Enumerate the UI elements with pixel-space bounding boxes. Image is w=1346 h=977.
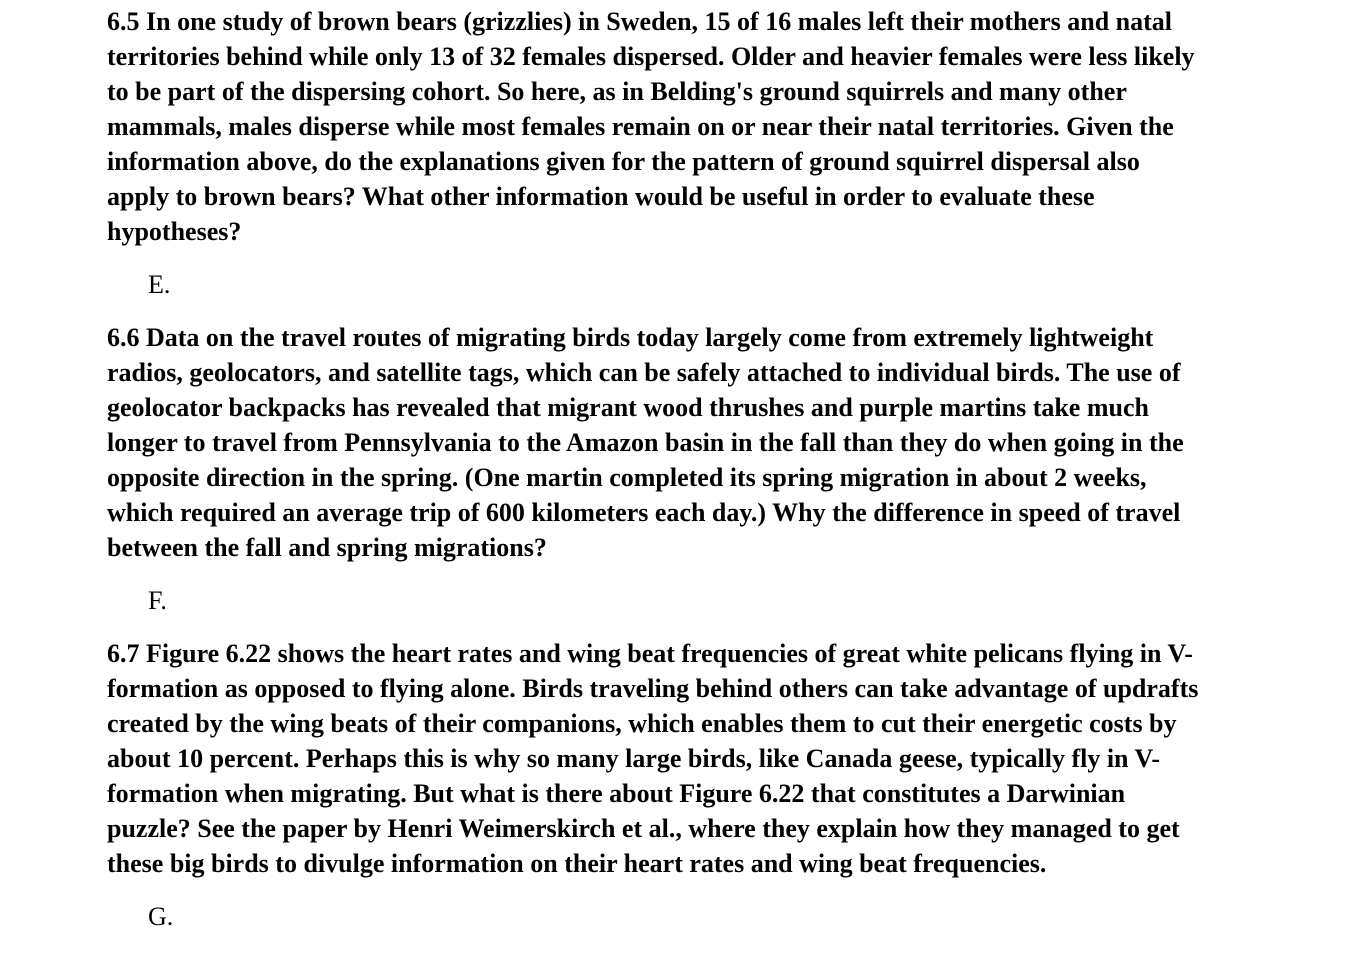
question-6-6: 6.6 Data on the travel routes of migrating birds today largely come from extremely lightweight radios, geolocators, and satellite tags, which can be safely attached to individual birds. The use of geolocator backpacks has revealed that migrant wood thrushes and purple martins take much longer to travel from Pennsylvania to the Amazon basin in the fall than they do when going in the opposite direction in the spring. (One martin completed its spring migration in about 2 weeks, which required an average trip of 600 kilometers each day.) Why the difference in speed of travel between the fall and spring migrations?	[107, 323, 1184, 562]
answer-label-e: E.	[148, 270, 171, 299]
answer-label-f: F.	[148, 586, 167, 615]
question-6-5: 6.5 In one study of brown bears (grizzlies) in Sweden, 15 of 16 males left their mothers and natal territories behind while only 13 of 32 females dispersed. Older and heavier females were less likely to be part of the dispersing cohort. So here, as in Belding's ground squirrels and many other mammals, males disperse while most females remain on or near their natal territories. Given the information above, do the explanations given for the pattern of ground squirrel dispersal also apply to brown bears? What other information would be useful in order to evaluate these hypotheses?	[107, 7, 1195, 246]
answer-label-g: G.	[148, 902, 174, 931]
question-6-7: 6.7 Figure 6.22 shows the heart rates and wing beat frequencies of great white pelicans flying in V-formation as opposed to flying alone. Birds traveling behind others can take advantage of updrafts created by the wing beats of their companions, which enables them to cut their energetic costs by about 10 percent. Perhaps this is why so many large birds, like Canada geese, typically fly in V-formation when migrating. But what is there about Figure 6.22 that constitutes a Darwinian puzzle? See the paper by Henri Weimerskirch et al., where they explain how they managed to get these big birds to divulge information on their heart rates and wing beat frequencies.	[107, 639, 1199, 878]
document-page	[107, 4, 1207, 934]
